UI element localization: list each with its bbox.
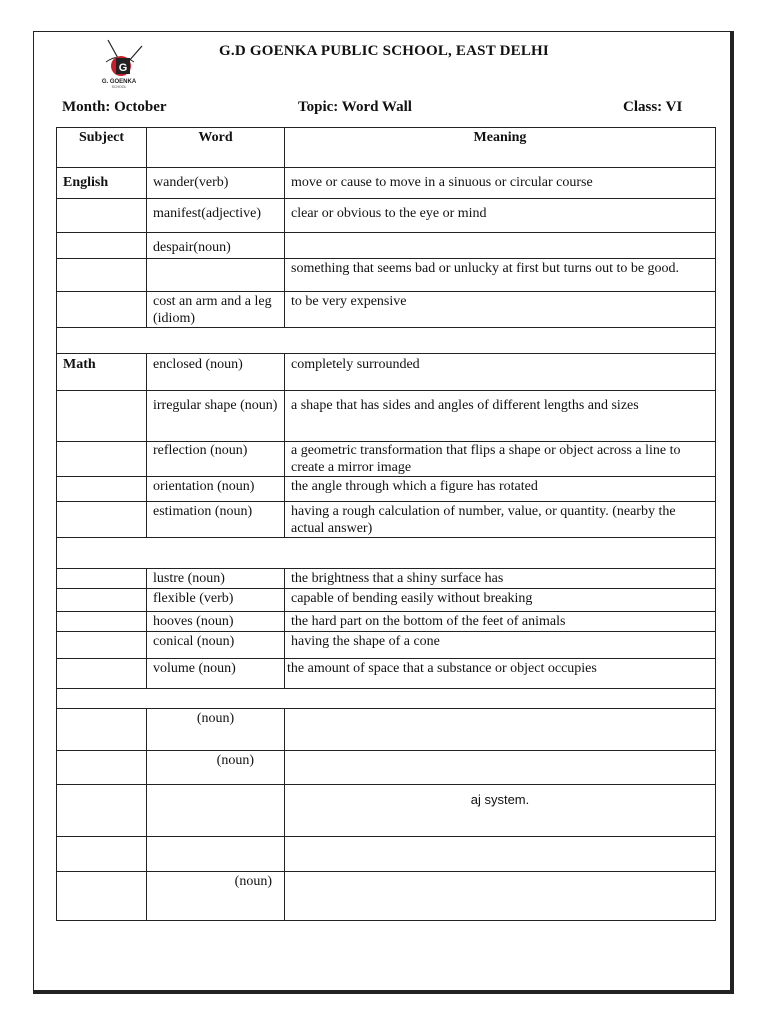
table-row: [57, 502, 716, 538]
logo-subtext: SCHOOL: [111, 85, 127, 89]
table-row: [57, 709, 716, 751]
subject-cell: [57, 632, 147, 659]
subject-cell: [57, 785, 147, 837]
logo-text: G. GOENKA: [101, 79, 137, 85]
meaning-cell: having a rough calculation of number, value, or quantity. (nearby the actual answer): [285, 502, 716, 538]
meaning-cell: the amount of space that a substance or object occupies: [285, 659, 716, 689]
word-cell: manifest(adjective): [147, 199, 285, 233]
subject-cell: [57, 292, 147, 328]
table-row: [57, 751, 716, 785]
word-cell: irregular shape (noun): [147, 391, 285, 442]
subject-cell: [57, 612, 147, 632]
word-cell: (noun): [147, 872, 285, 921]
word-cell: [147, 837, 285, 872]
table-row: [57, 589, 716, 612]
meaning-cell: [285, 751, 716, 785]
table-row: [57, 477, 716, 502]
subject-cell: [57, 589, 147, 612]
subject-cell: [57, 442, 147, 477]
meaning-cell: a geometric transformation that flips a shape or object across a line to create a mirror image: [285, 442, 716, 477]
table-row: [57, 259, 716, 292]
subject-cell: [57, 233, 147, 259]
word-cell: lustre (noun): [147, 569, 285, 589]
school-title: G.D GOENKA PUBLIC SCHOOL, EAST DELHI: [219, 43, 549, 59]
table-row: [57, 328, 716, 354]
word-cell: hooves (noun): [147, 612, 285, 632]
meaning-cell: the brightness that a shiny surface has: [285, 569, 716, 589]
meaning-cell: [285, 872, 716, 921]
month-label: Month: October: [62, 99, 167, 115]
meaning-cell: the angle through which a figure has rotated: [285, 477, 716, 502]
table-row: [57, 569, 716, 589]
meaning-cell: having the shape of a cone: [285, 632, 716, 659]
spacer-cell: [57, 689, 716, 709]
subject-cell: [57, 502, 147, 538]
subject-cell: [57, 391, 147, 442]
subject-cell: [57, 259, 147, 292]
meaning-cell: aj system.: [285, 785, 716, 837]
subject-cell: English: [57, 168, 147, 199]
subject-cell: [57, 837, 147, 872]
table-row: [57, 659, 716, 689]
subject-cell: [57, 709, 147, 751]
subject-cell: [57, 659, 147, 689]
subject-cell: Math: [57, 354, 147, 391]
table-row: [57, 292, 716, 328]
table-row: [57, 199, 716, 233]
table-row: [57, 837, 716, 872]
word-cell: flexible (verb): [147, 589, 285, 612]
svg-text:G: G: [118, 62, 128, 74]
table-row: [57, 612, 716, 632]
table-row: [57, 785, 716, 837]
word-cell: volume (noun): [147, 659, 285, 689]
word-cell: wander(verb): [147, 168, 285, 199]
table-row: [57, 632, 716, 659]
meaning-cell: [285, 837, 716, 872]
table-row: [57, 391, 716, 442]
meaning-cell: completely surrounded: [285, 354, 716, 391]
table-row: [57, 689, 716, 709]
header-word: Word: [147, 128, 285, 168]
meaning-cell: the hard part on the bottom of the feet of animals: [285, 612, 716, 632]
subject-cell: [57, 751, 147, 785]
table-row: [57, 233, 716, 259]
word-cell: (noun): [147, 751, 285, 785]
meaning-cell: clear or obvious to the eye or mind: [285, 199, 716, 233]
meaning-cell: to be very expensive: [285, 292, 716, 328]
word-cell: cost an arm and a leg (idiom): [147, 292, 285, 328]
subject-cell: [57, 477, 147, 502]
table-row: [57, 538, 716, 569]
meaning-cell: move or cause to move in a sinuous or circular course: [285, 168, 716, 199]
word-cell: [147, 785, 285, 837]
table-row: [57, 168, 716, 199]
class-label: Class: VI: [623, 99, 683, 115]
spacer-cell: [57, 328, 716, 354]
subject-cell: [57, 199, 147, 233]
meaning-cell: [285, 233, 716, 259]
meaning-cell: [285, 709, 716, 751]
header-meaning: Meaning: [285, 128, 716, 168]
word-wall-table: [56, 127, 716, 921]
word-cell: despair(noun): [147, 233, 285, 259]
subject-cell: [57, 569, 147, 589]
word-cell: [147, 259, 285, 292]
topic-label: Topic: Word Wall: [298, 99, 412, 115]
word-cell: reflection (noun): [147, 442, 285, 477]
word-cell: enclosed (noun): [147, 354, 285, 391]
table-header-row: [57, 128, 716, 168]
meaning-cell: a shape that has sides and angles of different lengths and sizes: [285, 391, 716, 442]
word-cell: conical (noun): [147, 632, 285, 659]
table-row: [57, 354, 716, 391]
meaning-cell: something that seems bad or unlucky at first but turns out to be good.: [285, 259, 716, 292]
table-row: [57, 442, 716, 477]
meaning-cell: capable of bending easily without breaking: [285, 589, 716, 612]
word-cell: orientation (noun): [147, 477, 285, 502]
spacer-cell: [57, 538, 716, 569]
header-subject: Subject: [57, 128, 147, 168]
word-cell: (noun): [147, 709, 285, 751]
subject-cell: [57, 872, 147, 921]
table-row: [57, 872, 716, 921]
word-cell: estimation (noun): [147, 502, 285, 538]
